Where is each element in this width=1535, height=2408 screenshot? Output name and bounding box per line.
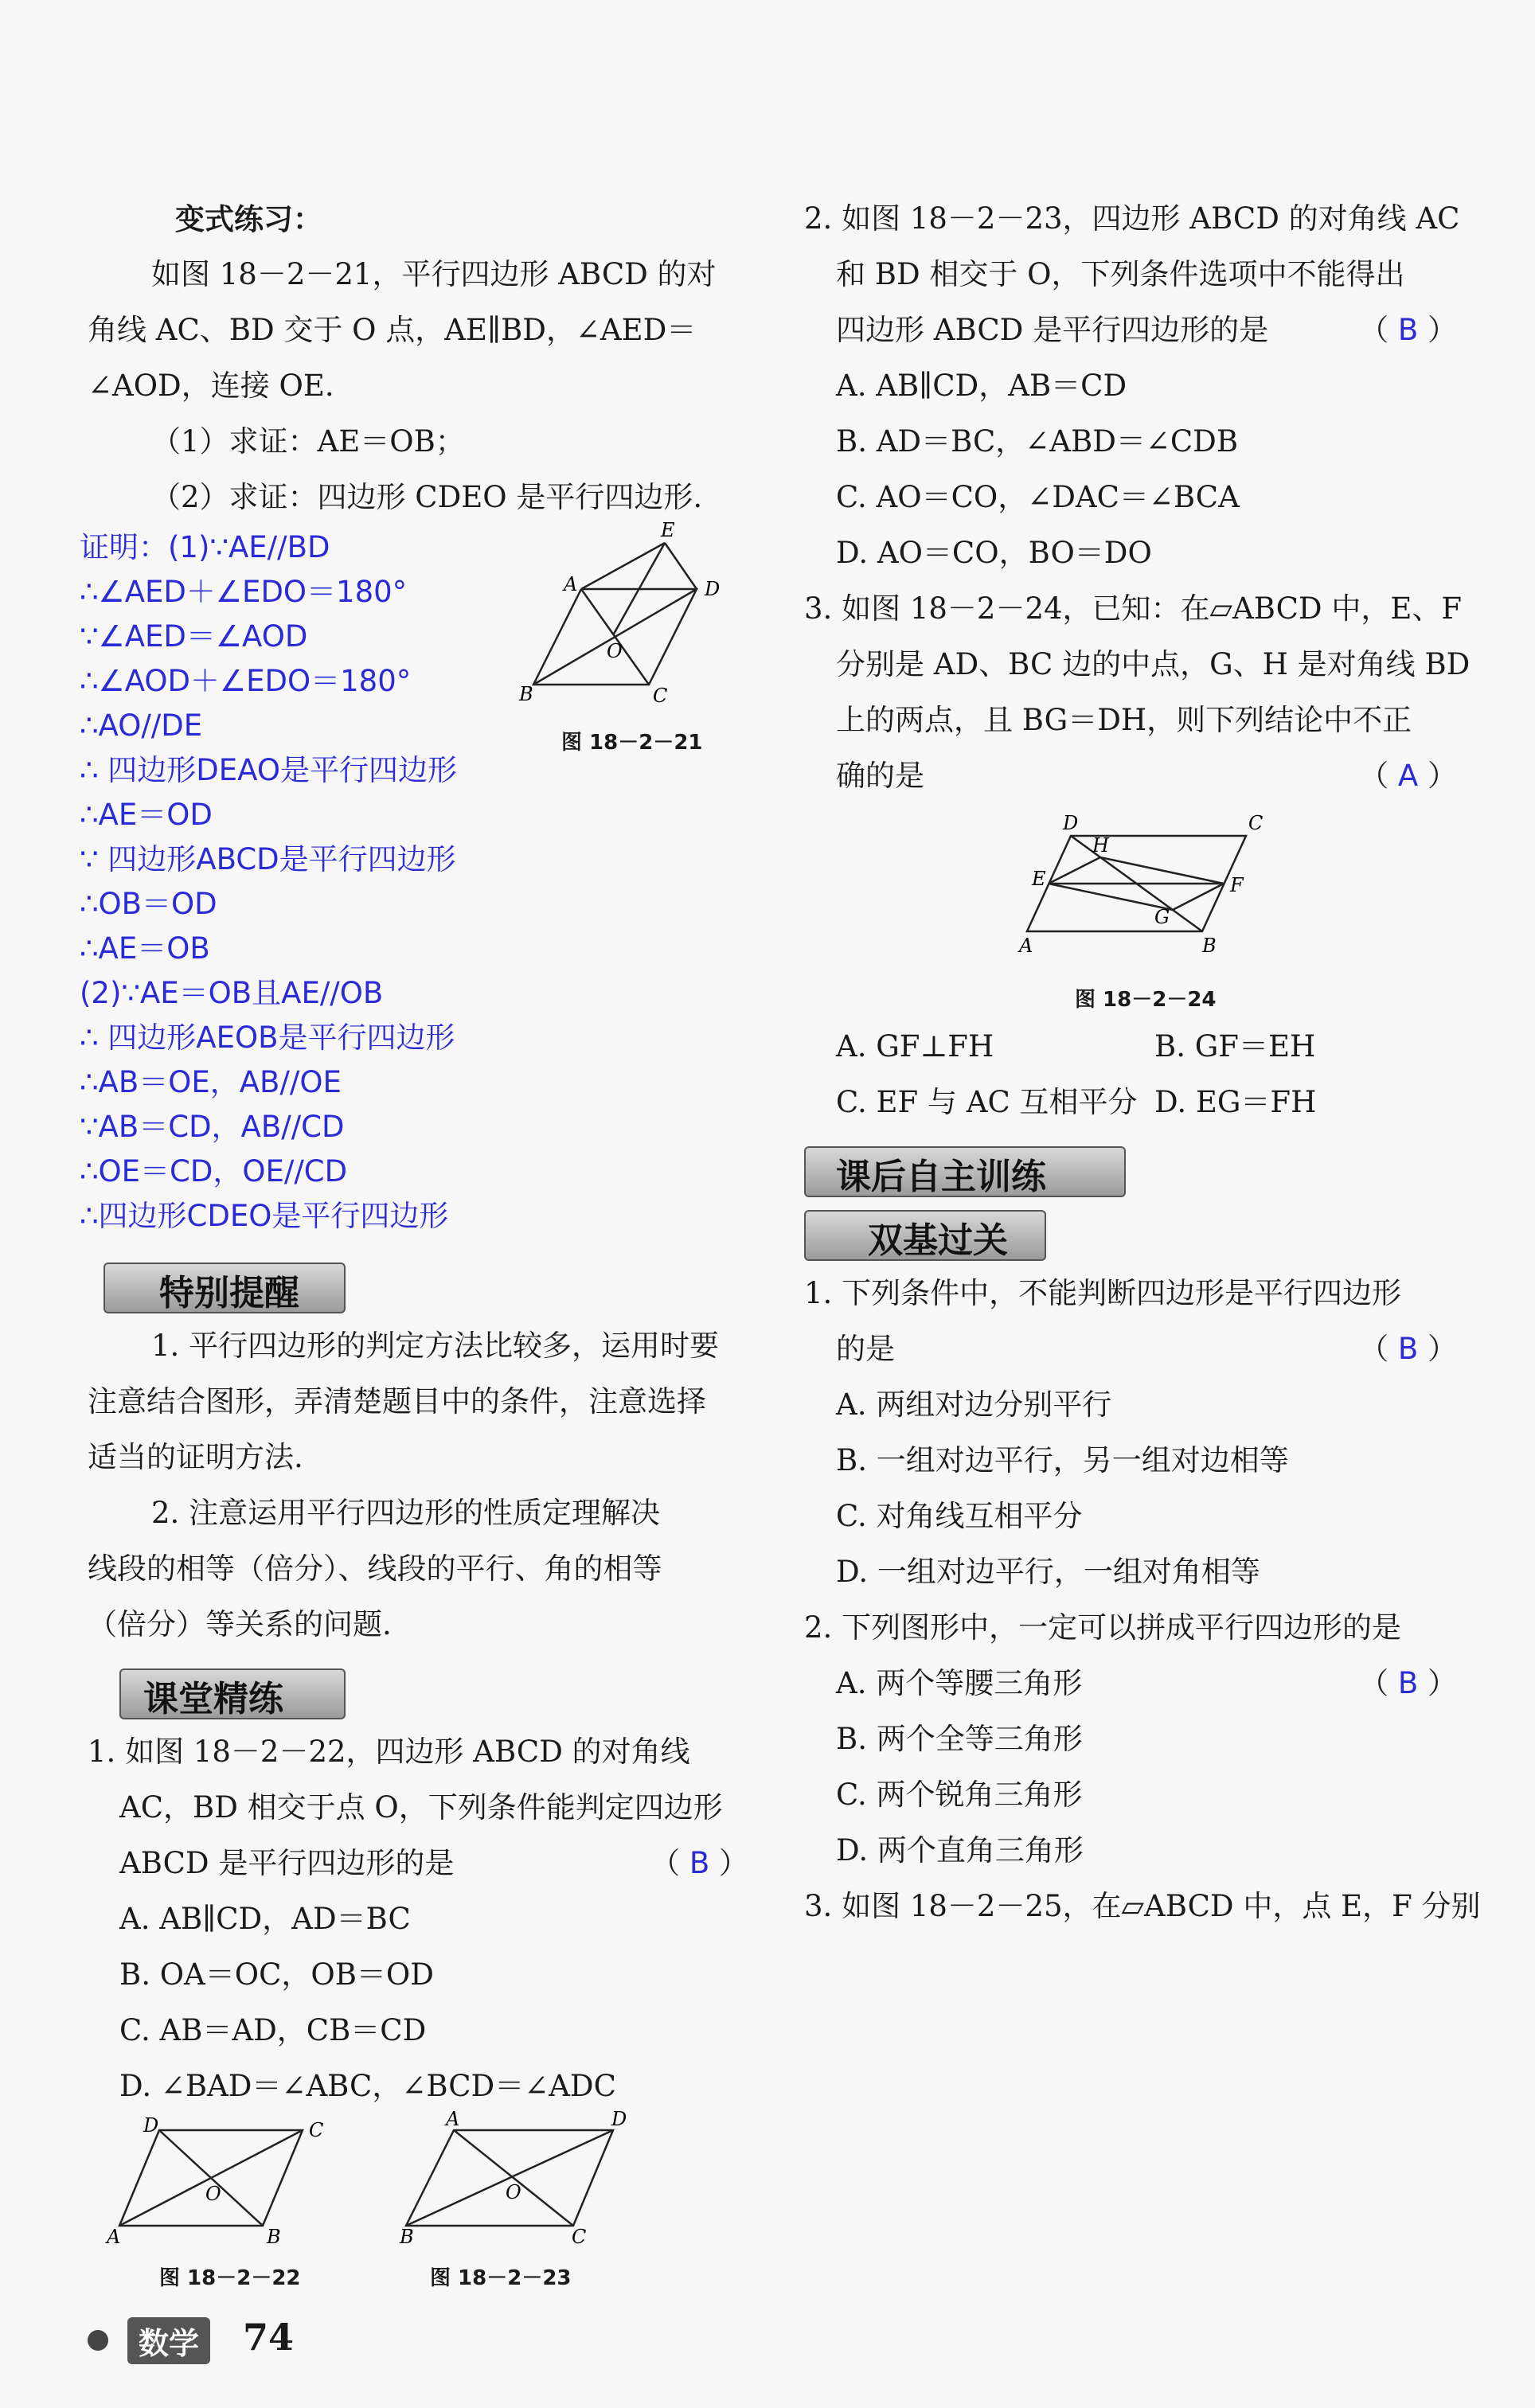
answer-bracket: （ B ） (1359, 302, 1457, 358)
proof-line: ∴AO//DE (80, 708, 203, 743)
figure-caption: 图 18－2－21 (561, 731, 703, 755)
question-2 (804, 191, 1460, 581)
proof-line: ∵∠AED＝∠AOD (80, 619, 308, 654)
question-line (88, 1836, 748, 1891)
question-line (804, 1321, 1457, 1377)
tip-line: 1. 平行四边形的判定方法比较多，运用时要 (151, 1329, 720, 1363)
figure-caption: 图 18－2－23 (430, 2266, 572, 2290)
option: A. AB∥CD，AB＝CD (836, 369, 1127, 403)
point-label: H (1092, 834, 1109, 857)
question-line: 2. 如图 18－2－23，四边形 ABCD 的对角线 AC (804, 201, 1460, 236)
figure-caption: 图 18－2－24 (1075, 988, 1217, 1012)
right-column (804, 191, 1481, 1934)
point-label: B (267, 2226, 281, 2248)
option: A. 两个等腰三角形 (836, 1666, 1083, 1700)
point-label: A (1019, 935, 1033, 957)
option: B. OA＝OC，OB＝OD (119, 1957, 434, 1992)
question-line: 1. 如图 18－2－22，四边形 ABCD 的对角线 (88, 1735, 690, 1769)
tip-line: 适当的证明方法. (88, 1440, 303, 1474)
point-label: C (1248, 812, 1264, 834)
option: C. EF 与 AC 互相平分 (836, 1085, 1138, 1119)
point-label: O (205, 2183, 221, 2205)
answer-value: A (1397, 759, 1419, 793)
option: D. EG＝FH (1154, 1085, 1317, 1119)
page-footer (88, 2312, 326, 2368)
proof-line: ∵ 四边形ABCD是平行四边形 (80, 842, 456, 876)
point-label: D (611, 2108, 627, 2130)
basic-title: 双基过关 (868, 1220, 1008, 1261)
point-label: A (564, 573, 578, 595)
proof-block (80, 519, 748, 1239)
question-line (804, 302, 1457, 358)
basic-question-1 (804, 1266, 1457, 1600)
point-label: B (400, 2226, 414, 2248)
option: A. AB∥CD，AD＝BC (119, 1902, 411, 1936)
proof-line: ∵AB＝CD，AB//CD (80, 1110, 345, 1144)
answer-bracket: （ A ） (1359, 748, 1457, 804)
proof-line: ∴ 四边形DEAO是平行四边形 (80, 753, 457, 787)
practice-title: 课堂精练 (143, 1679, 283, 1719)
point-label: F (1230, 874, 1244, 896)
tip-title: 特别提醒 (159, 1273, 299, 1313)
answer-value: B (1397, 1666, 1419, 1700)
sub-question-1: （1）求证：AE＝OB； (151, 424, 465, 459)
answer-bracket: （ B ） (1359, 1321, 1457, 1377)
basic-banner (804, 1202, 1457, 1261)
point-label: D (143, 2114, 159, 2137)
page-number: 74 (243, 2316, 295, 2359)
tip-line: 线段的相等（倍分）、线段的平行、角的相等 (88, 1551, 662, 1586)
proof-line: ∴AB＝OE，AB//OE (80, 1065, 342, 1099)
proof-line: ∴OE＝CD，OE//CD (80, 1154, 348, 1188)
point-label: D (705, 578, 721, 600)
proof-line: (2)∵AE＝OB且AE//OB (80, 976, 384, 1010)
point-label: O (607, 640, 623, 662)
question-line: 分别是 AD、BC 边的中点，G、H 是对角线 BD (836, 647, 1471, 681)
option: C. 两个锐角三角形 (836, 1778, 1083, 1812)
question-1 (88, 1724, 748, 2114)
proof-line: ∴ 四边形AEOB是平行四边形 (80, 1021, 455, 1055)
option: C. AO＝CO，∠DAC＝∠BCA (836, 480, 1240, 514)
option: D. 一组对边平行，一组对角相等 (836, 1555, 1260, 1589)
question-line: 1. 下列条件中，不能判断四边形是平行四边形 (804, 1276, 1402, 1310)
after-class-title: 课后自主训练 (836, 1157, 1046, 1197)
question-text: 的是 (836, 1332, 895, 1366)
practice-banner (88, 1661, 748, 1719)
question-line: 3. 如图 18－2－24，已知：在▱ABCD 中，E、F (804, 591, 1462, 626)
answer-value: B (1397, 1332, 1419, 1366)
tip-banner (88, 1255, 748, 1313)
proof-line: ∴∠AOD＋∠EDO＝180° (80, 664, 412, 698)
proof-line: ∴四边形CDEO是平行四边形 (80, 1199, 449, 1233)
answer-value: B (689, 1846, 710, 1880)
question-text: ABCD 是平行四边形的是 (119, 1846, 455, 1880)
basic-question-3: 3. 如图 18－2－25，在▱ABCD 中，点 E，F 分别 (804, 1889, 1481, 1923)
after-class-banner (804, 1138, 1457, 1197)
point-label: B (519, 683, 533, 705)
option: B. 一组对边平行，另一组对边相等 (836, 1443, 1289, 1477)
tip-line: （倍分）等关系的问题. (88, 1607, 392, 1641)
option: C. 对角线互相平分 (836, 1499, 1083, 1533)
point-label: A (107, 2226, 121, 2248)
point-label: B (1202, 935, 1217, 957)
point-label: A (446, 2108, 460, 2130)
point-label: E (661, 519, 675, 541)
option: B. GF＝EH (1154, 1029, 1316, 1064)
proof-line: ∴AE＝OD (80, 798, 213, 832)
tip-line: 2. 注意运用平行四边形的性质定理解决 (151, 1496, 661, 1530)
answer-bracket: （ B ） (1359, 1656, 1457, 1711)
subject-label: 数学 (127, 2317, 210, 2364)
problem-line: ∠AOD，连接 OE. (88, 369, 334, 403)
option: C. AB＝AD，CB＝CD (119, 2013, 427, 2047)
point-label: C (653, 685, 668, 707)
point-label: O (506, 2181, 521, 2203)
proof-line: ∴OB＝OD (80, 887, 217, 921)
option-row (804, 1075, 1457, 1130)
left-column (80, 191, 748, 2297)
question-line: 上的两点，且 BG＝DH，则下列结论中不正 (836, 703, 1412, 737)
proof-line: 证明：(1)∵AE//BD (80, 530, 330, 564)
figure-18-2-24 (804, 804, 1457, 1019)
figures-22-23 (88, 2108, 748, 2297)
question-line (804, 748, 1457, 804)
basic-question-2 (804, 1600, 1457, 1879)
answer-bracket: （ B ） (650, 1836, 748, 1891)
parallelogram-figure (519, 519, 740, 724)
problem-line: 角线 AC、BD 交于 O 点，AE∥BD，∠AED＝ (88, 313, 697, 347)
variant-title: 变式练习： (175, 201, 322, 236)
question-3 (804, 581, 1471, 1130)
option-row (804, 1019, 1457, 1075)
question-line: 和 BD 相交于 O，下列条件选项中不能得出 (836, 257, 1405, 291)
figure-18-2-21 (519, 519, 740, 756)
option: A. GF⊥FH (836, 1029, 994, 1064)
proof-line: ∴∠AED＋∠EDO＝180° (80, 575, 408, 609)
figure-caption: 图 18－2－22 (159, 2266, 301, 2290)
point-label: C (572, 2226, 587, 2248)
tip-line: 注意结合图形，弄清楚题目中的条件，注意选择 (88, 1384, 706, 1419)
answer-value: B (1397, 313, 1419, 347)
bullet-icon (88, 2330, 108, 2351)
question-line: 2. 下列图形中，一定可以拼成平行四边形的是 (804, 1610, 1402, 1645)
sub-question-2: （2）求证：四边形 CDEO 是平行四边形. (151, 480, 703, 514)
option: D. ∠BAD＝∠ABC，∠BCD＝∠ADC (119, 2069, 616, 2103)
figure-18-2-22 (107, 2114, 334, 2290)
point-label: C (309, 2119, 324, 2141)
option: D. AO＝CO，BO＝DO (836, 536, 1152, 570)
option: B. AD＝BC，∠ABD＝∠CDB (836, 424, 1239, 459)
option: D. 两个直角三角形 (836, 1833, 1084, 1867)
point-label: E (1032, 868, 1046, 890)
question-text: 确的是 (836, 759, 924, 793)
problem-line: 如图 18－2－21，平行四边形 ABCD 的对 (151, 257, 717, 291)
question-line: AC，BD 相交于点 O，下列条件能判定四边形 (119, 1790, 723, 1825)
proof-line: ∴AE＝OB (80, 931, 210, 966)
option: A. 两组对边分别平行 (836, 1387, 1112, 1422)
figure-18-2-23 (398, 2108, 637, 2290)
option: B. 两个全等三角形 (836, 1722, 1083, 1756)
question-text: 四边形 ABCD 是平行四边形的是 (836, 313, 1269, 347)
point-label: D (1063, 812, 1079, 834)
point-label: G (1154, 906, 1170, 928)
